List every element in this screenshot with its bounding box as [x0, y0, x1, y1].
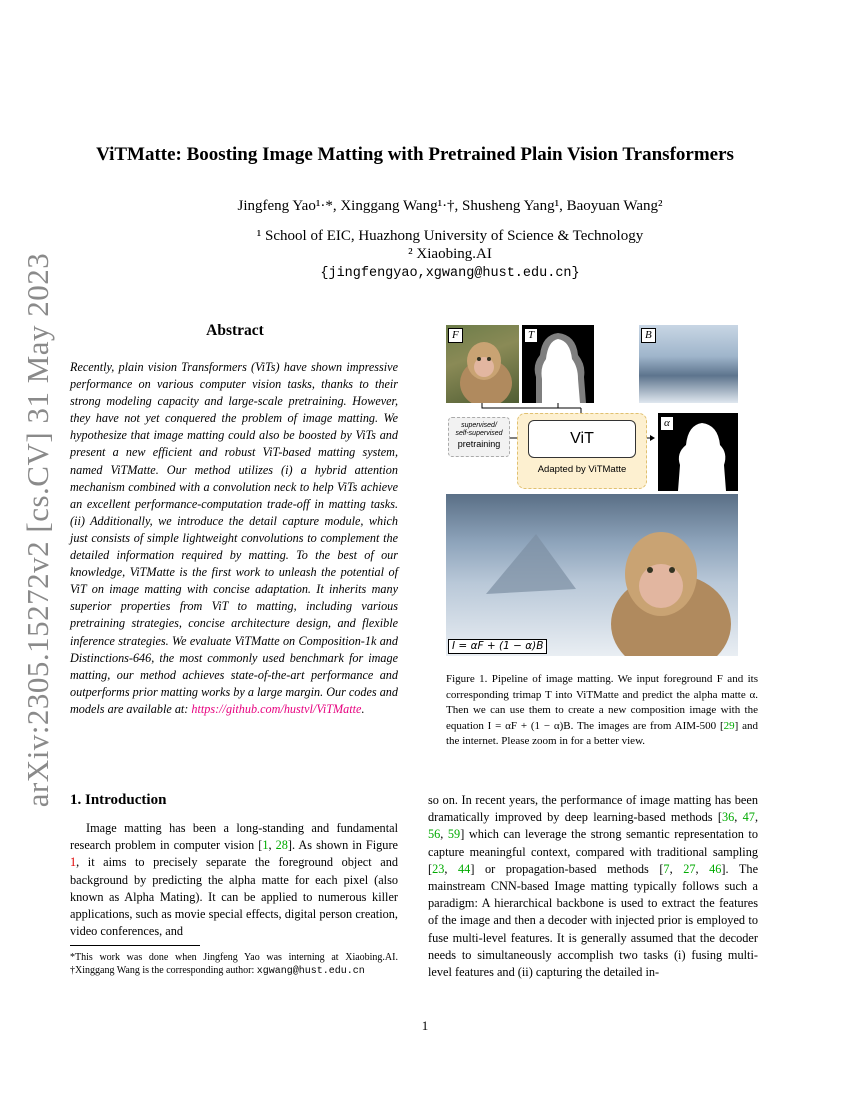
- citation[interactable]: 36: [721, 810, 735, 825]
- pretraining-box: [448, 417, 510, 457]
- footnote-email: xgwang@hust.edu.cn: [256, 966, 365, 977]
- adapted-label: Adapted by ViTMatte: [537, 464, 627, 475]
- paper-title: ViTMatte: Boosting Image Matting with Pretrained Plain Vision Transformers: [96, 144, 734, 165]
- section-heading: 1. Introduction: [70, 792, 167, 808]
- label-B: B: [641, 328, 656, 343]
- affiliation-1: ¹ School of EIC, Huazhong University of Science & Technology: [256, 228, 644, 244]
- author-list: Jingfeng Yao¹·*, Xinggang Wang¹·†, Shusheng Yang¹, Baoyuan Wang²: [237, 198, 663, 214]
- label-F: F: [448, 328, 463, 343]
- composition-equation: I = αF + (1 − α)B: [448, 639, 547, 654]
- abstract-text: Recently, plain vision Transformers (ViTs) have shown impressive performance on various computer vision tasks, thanks to their strong modeling capacity and large-scale pretraining. However, they have not yet conquered the problem of image matting. We hypothesize that image matting could also be boosted by ViTs and present a new efficient and robust ViT-based matting system, named ViTMatte. Our method utilizes (i) a hybrid attention mechanism combined with a convolution neck to help ViTs achieve an excellent performance-computation trade-off in matting tasks. (ii) Additionally, we introduce the detail capture module, which just consists of simple lightweight convolutions to complement the detailed information required by matting. To the best of our knowledge, ViTMatte is the first work to unleash the potential of ViT on image matting with concise adaptation. It inherits many superior properties from ViT to matting, including various pretraining strategies, concise architecture design, and flexible inference strategies. We evaluate ViTMatte on Composition-1k and Distinctions-646, the most commonly used benchmark for image matting, our method achieves state-of-the-art performance and outperforms prior matting works by a large margin. Our codes and models are available at: https://github.com/hustvl/ViTMatte.: [70, 360, 398, 716]
- figure-reference[interactable]: 1: [70, 855, 77, 870]
- citation[interactable]: 23: [432, 861, 445, 876]
- author-email: {jingfengyao,xgwang@hust.edu.cn}: [320, 266, 580, 281]
- citation[interactable]: 1: [262, 838, 269, 853]
- adapted-box: [517, 413, 647, 489]
- footnote-divider: [70, 945, 200, 946]
- composition-image: [446, 494, 738, 656]
- citation[interactable]: 46: [709, 861, 722, 876]
- label-T: T: [524, 328, 538, 343]
- citation[interactable]: 59: [447, 827, 461, 842]
- code-link[interactable]: https://github.com/hustvl/ViTMatte: [191, 701, 362, 716]
- vit-block: ViT: [528, 420, 636, 458]
- citation[interactable]: 44: [458, 861, 471, 876]
- arxiv-stamp: [8, 252, 68, 808]
- intro-paragraph-left: Image matting has been a long-standing and fundamental research problem in computer vision [1, 28]. As shown in Figure 1, it aims to precisely separate the foreground object and background by predicting the alpha matte for each pixel (also known as Alpha Mating). It can be applied to numerous killer applications, such as movie special effects, digital person creation, video conferences, and: [70, 821, 398, 939]
- abstract-body-text: Recently, plain vision Transformers (ViTs) have shown impressive performance on various computer vision tasks, thanks to their strong modeling capacity and large-scale pretraining. However, they have not yet conquered the problem of image matting. We hypothesize that image matting could also be boosted by ViTs and present a new efficient and robust ViT-based matting system, named ViTMatte. Our method utilizes (i) a hybrid attention mechanism combined with a convolution neck to help ViTs achieve an excellent performance-computation trade-off in matting tasks. (ii) Additionally, we introduce the detail capture module, which just consists of simple lightweight convolutions to complement the detailed information required by matting. To the best of our knowledge, ViTMatte is the first work to unleash the potential of ViT on image matting with concise adaptation. It inherits many superior properties from ViT to matting, including various pretraining strategies, concise architecture design, and flexible inference strategies. We evaluate ViTMatte on Composition-1k and Distinctions-646, the most commonly used benchmark for image matting, our method achieves state-of-the-art performance and outperforms prior matting works by a large margin. Our codes and models are available at:: [70, 360, 398, 716]
- affiliation-2: ² Xiaobing.AI: [408, 246, 492, 262]
- intro-paragraph-right: so on. In recent years, the performance of image matting has been dramatically improved by deep learning-based methods [36, 47, 56, 59] which can leverage the strong semantic representation to capture meaningful context, compared with traditional sampling [23, 44] or propagation-based methods [7, 27, 46]. The mainstream CNN-based Image matting typically follows such a paradigm: A hierarchical backbone is used to extract the features of the image and then a decoder with injected prior is employed to fuse multi-level features. It is generally assumed that the decoder needs to simultaneously accomplish two tasks (i) fusing multi-level features and (ii) capturing the detailed in-: [428, 793, 759, 980]
- label-alpha: α: [660, 416, 674, 431]
- citation[interactable]: 56: [428, 827, 441, 842]
- citation[interactable]: 29: [723, 719, 735, 732]
- abstract-heading: Abstract: [206, 322, 264, 339]
- arxiv-id: arXiv:2305.15272v2 [cs.CV] 31 May 2023: [20, 252, 55, 808]
- citation[interactable]: 28: [275, 838, 288, 853]
- composite-monkey: [446, 494, 738, 656]
- figure-1: [446, 325, 758, 657]
- alpha-matte-image: [658, 413, 738, 491]
- citation[interactable]: 27: [683, 861, 696, 876]
- page-number: 1: [421, 1018, 429, 1033]
- citation[interactable]: 47: [742, 810, 755, 825]
- pretrain-label: pretraining: [457, 439, 501, 449]
- footnote: *This work was done when Jingfeng Yao was interning at Xiaobing.AI. †Xinggang Wang is the corresponding author: xgwang@hust.edu.cn: [70, 952, 398, 977]
- figure-caption: Figure 1. Pipeline of image matting. We input foreground F and its corresponding trimap T into ViTMatte and predict the alpha matte α. Then we can use them to create a new composition image with the equation I = αF + (1 − α)B. The images are from AIM-500 [29] and the internet. Please zoom in for a better view.: [446, 673, 759, 747]
- pretrain-line2: self-supervised: [455, 430, 503, 437]
- citation[interactable]: 7: [663, 861, 670, 876]
- pretrain-line1: supervised/: [461, 422, 497, 429]
